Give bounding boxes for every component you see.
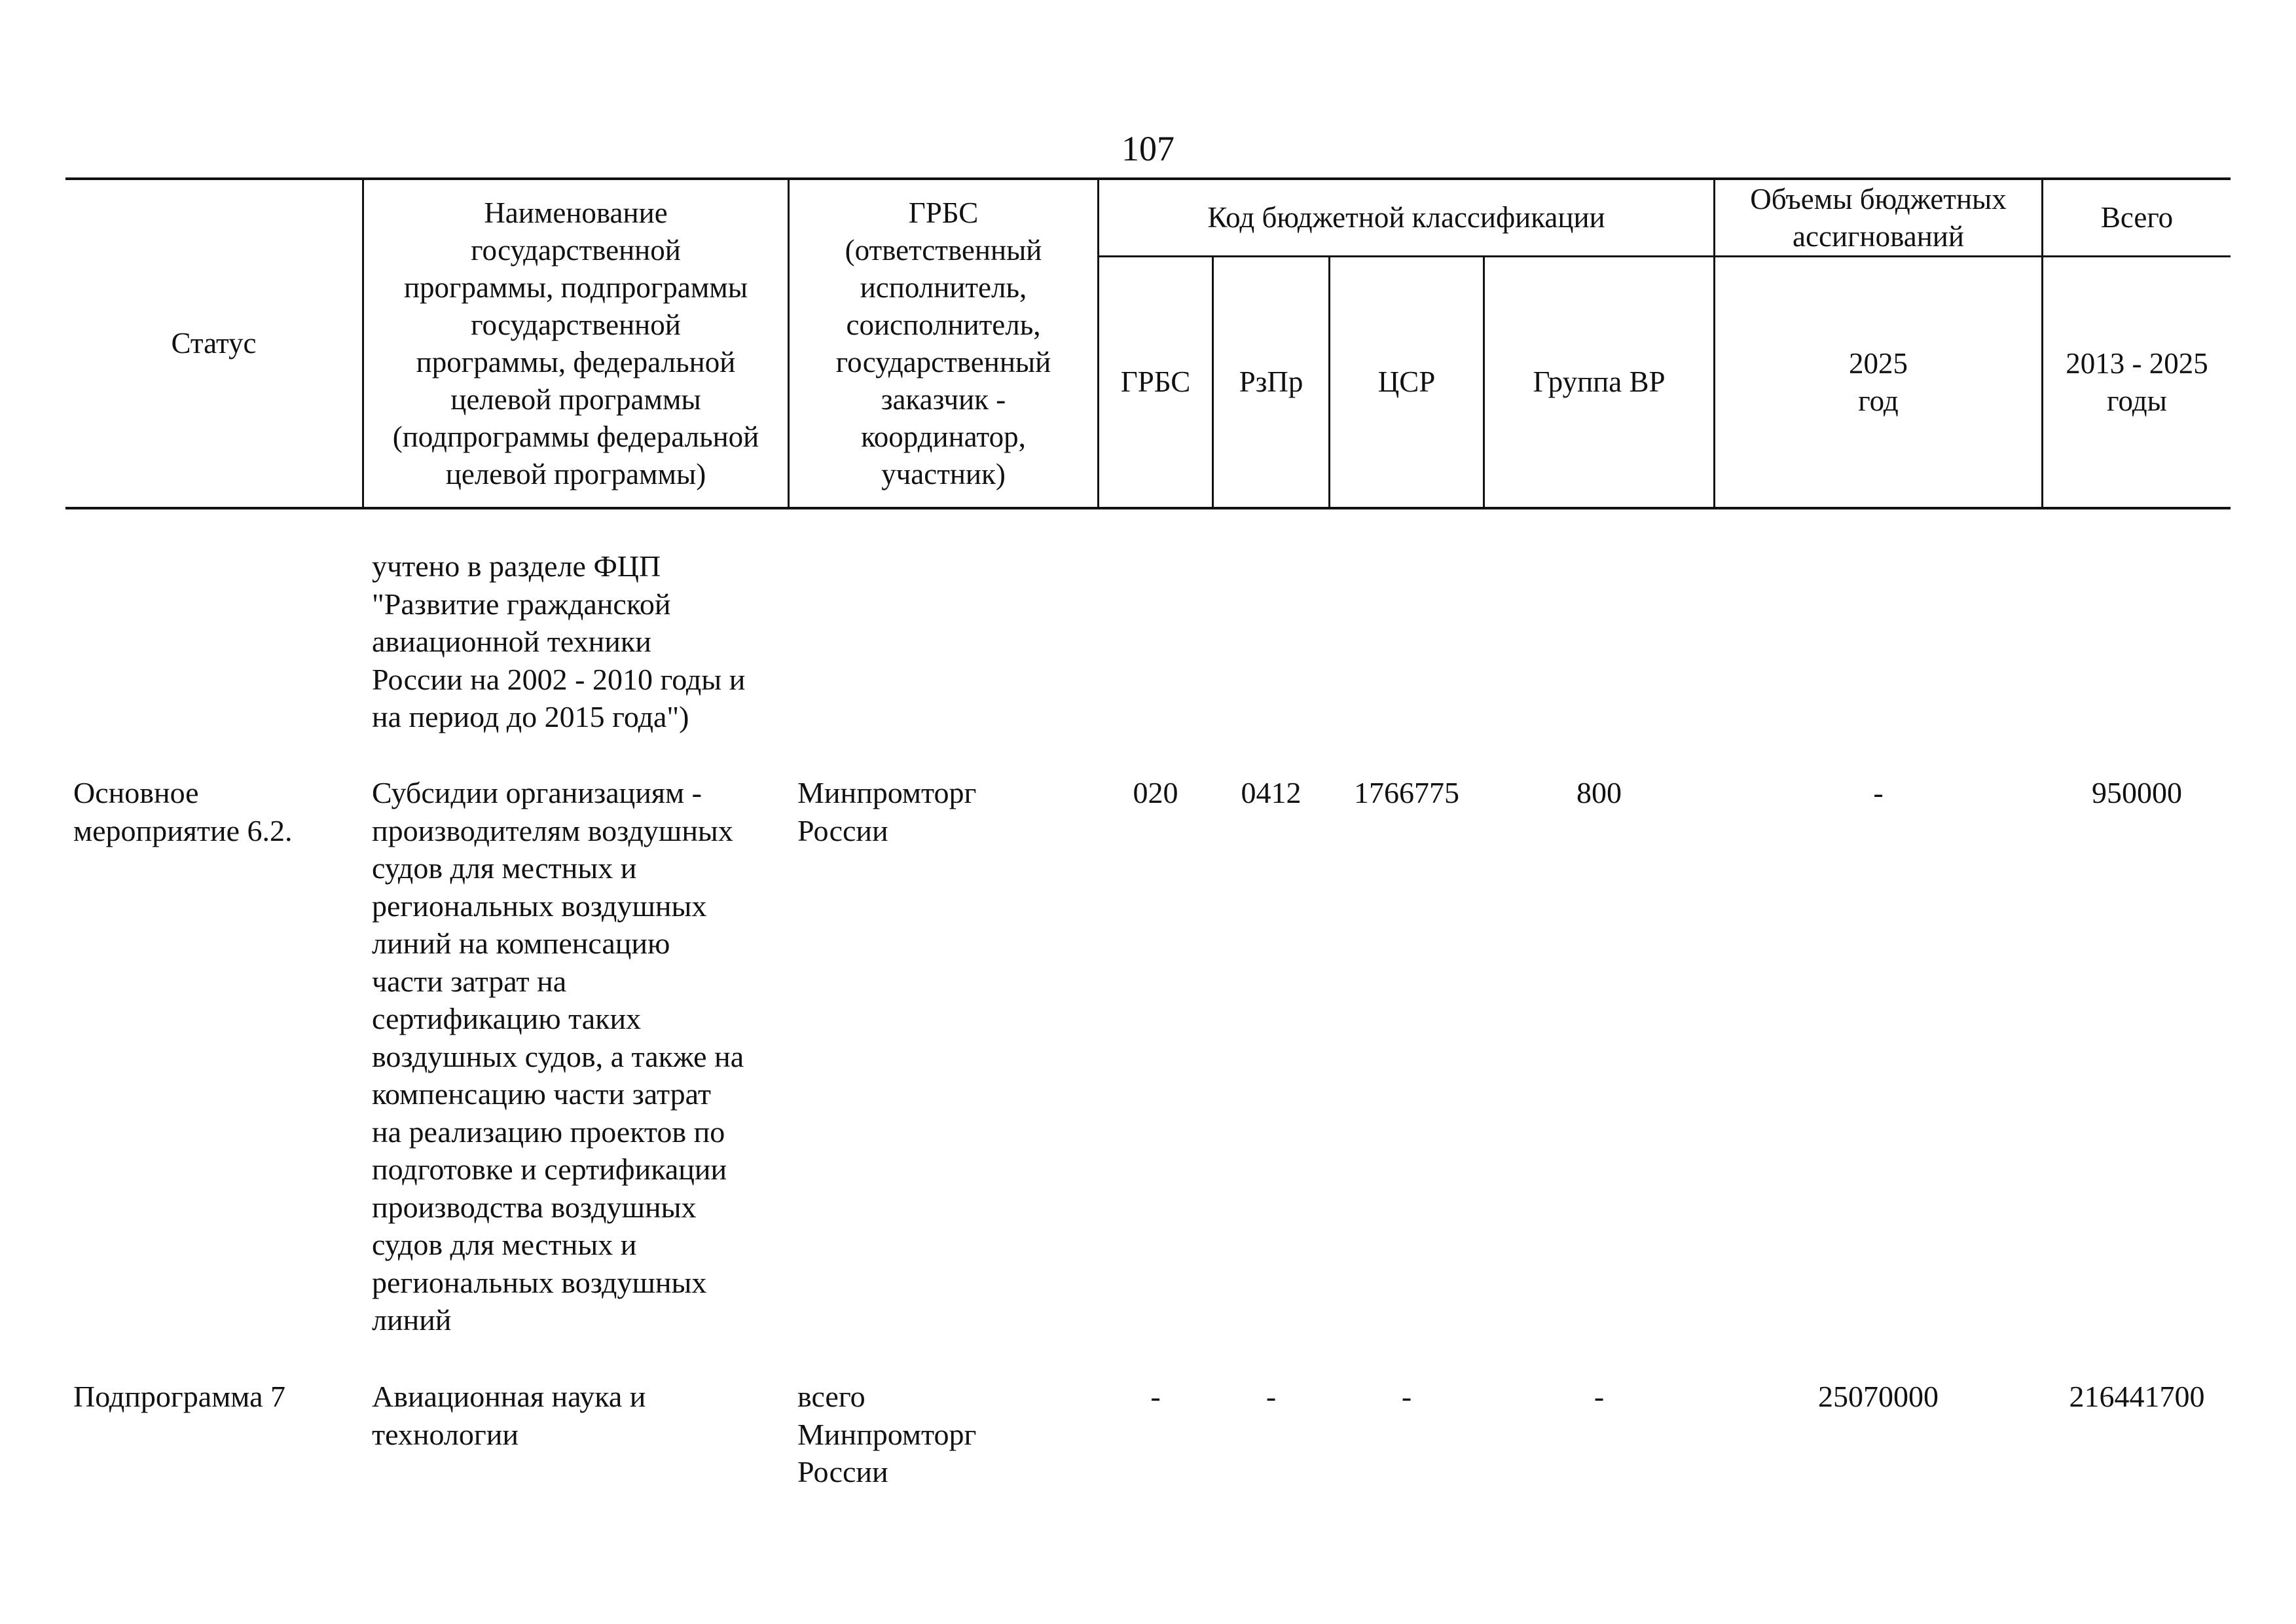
row-total: 950000 <box>2092 776 2182 809</box>
header-grbs-role: ГРБС (ответственный исполнитель, соисполнитель, государственный заказчик - координатор, участник) <box>835 196 1051 490</box>
row-grbs-role: всего Минпромторг России <box>797 1380 977 1488</box>
row-year-2025: 25070000 <box>1818 1380 1939 1413</box>
header-name: Наименование государственной программы, подпрограммы государственной программы, федеральной целевой программы (подпрограммы федеральной целевой программы) <box>392 196 759 490</box>
row-year-2025: - <box>1873 776 1884 809</box>
header-status: Статус <box>171 327 257 360</box>
row-total: 216441700 <box>2069 1380 2205 1413</box>
header-budget-code: Код бюджетной классификации <box>1207 201 1605 234</box>
row-status: Подпрограмма 7 <box>73 1380 286 1413</box>
header-grbs: ГРБС <box>1120 365 1191 398</box>
row-grbs-role: Минпромторг России <box>797 776 977 847</box>
row-rzpr: 0412 <box>1241 776 1302 809</box>
header-total: Всего <box>2100 201 2174 234</box>
row-grbs: 020 <box>1133 776 1178 809</box>
row-grbs: - <box>1150 1380 1161 1413</box>
row-name: учтено в разделе ФЦП "Развитие гражданской авиационной техники России на 2002 - 2010 годы и на период до 2015 года") <box>372 549 746 733</box>
row-group-vr: 800 <box>1576 776 1622 809</box>
row-group-vr: - <box>1594 1380 1605 1413</box>
header-csr: ЦСР <box>1377 365 1436 398</box>
header-years-total: 2013 - 2025 годы <box>2066 346 2208 417</box>
row-csr: 1766775 <box>1354 776 1459 809</box>
row-status: Основное мероприятие 6.2. <box>73 776 293 847</box>
row-rzpr: - <box>1266 1380 1277 1413</box>
header-rzpr: РзПр <box>1239 365 1303 398</box>
page-number: 107 <box>1121 129 1175 168</box>
row-name: Субсидии организациям - производителям воздушных судов для местных и региональных воздушных линий на компенсацию части затрат на сертификацию таких воздушных судов, а также на компенсацию части затрат на реализацию проектов по подготовке и сертификации производства воздушных судов для местных и региональных воздушных линий <box>372 776 744 1337</box>
header-volumes: Объемы бюджетных ассигнований <box>1750 182 2007 253</box>
row-name: Авиационная наука и технологии <box>372 1380 646 1451</box>
header-group-vr: Группа ВР <box>1533 365 1666 398</box>
header-year-2025: 2025 год <box>1849 346 1908 417</box>
header-bottom-rule <box>65 507 2231 509</box>
row-csr: - <box>1401 1380 1412 1413</box>
